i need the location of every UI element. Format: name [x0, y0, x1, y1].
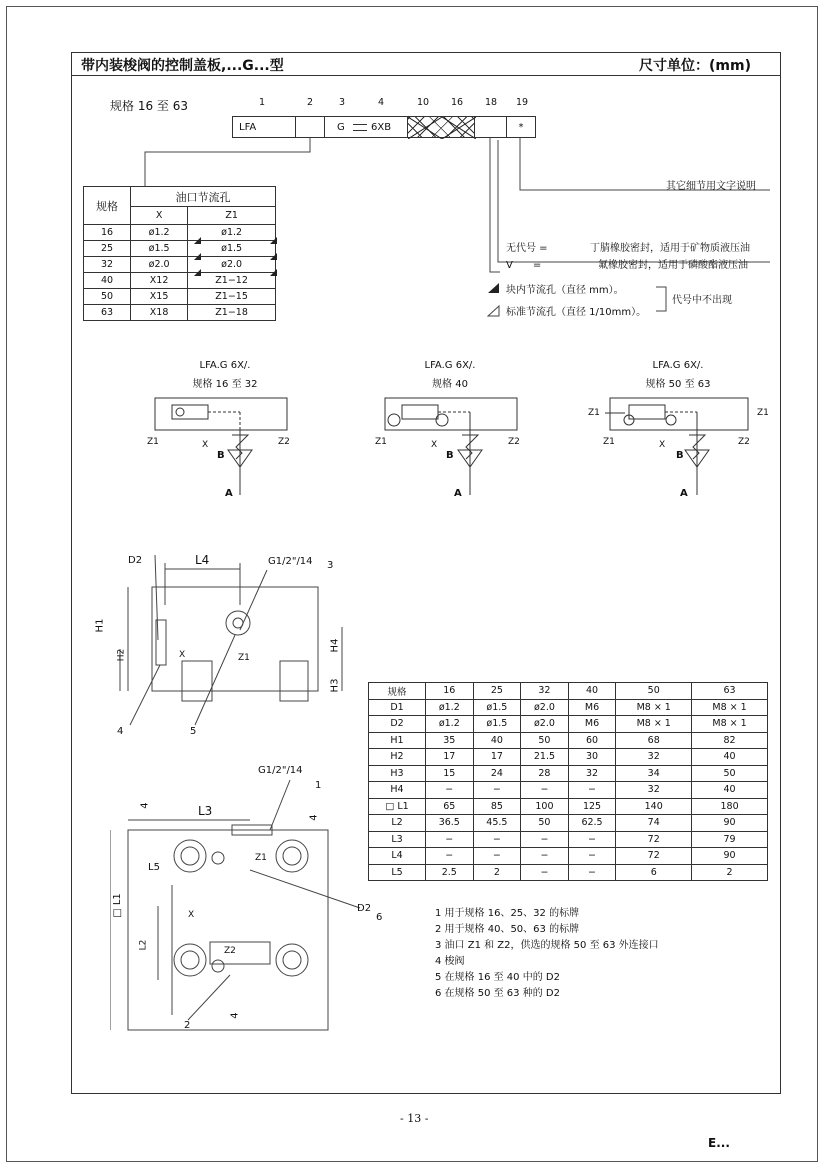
spec-cell: 15 — [426, 765, 474, 782]
code-cell-series: LFA — [232, 116, 296, 138]
spec-cell: 125 — [568, 798, 616, 815]
spec-cell: 17 — [473, 749, 521, 766]
seal-none-code: 无代号 = — [506, 243, 548, 254]
dim-l2: L2 — [138, 939, 149, 951]
orifice-cell: 16 — [84, 225, 131, 241]
spec-cell: H2 — [369, 749, 426, 766]
spec-cell: H4 — [369, 782, 426, 799]
spec-cell: M6 — [568, 716, 616, 733]
legend-not-in-code: 代号中不出现 — [672, 295, 732, 306]
pos-number: 18 — [485, 97, 498, 108]
spec-cell: 90 — [692, 815, 768, 832]
spec-cell: 28 — [521, 765, 569, 782]
note-1: 1 用于规格 16、25、32 的标牌 — [435, 908, 580, 919]
dim-4-top: 4 — [139, 802, 151, 809]
spec-cell: 6 — [616, 864, 692, 881]
spec-head: 25 — [473, 683, 521, 700]
orifice-cell: Z1−18 — [188, 305, 276, 321]
spec-cell: 50 — [692, 765, 768, 782]
spec-cell: − — [426, 848, 474, 865]
callout-5: 5 — [190, 726, 197, 737]
schem2-x: X — [431, 440, 438, 450]
orifice-cell: 32 — [84, 257, 131, 273]
spec-cell: − — [568, 848, 616, 865]
schem1-b: B — [217, 450, 225, 461]
dim-d2-top: D2 — [357, 903, 372, 914]
spec-cell: ø2.0 — [521, 699, 569, 716]
orifice-marker-icons — [190, 228, 280, 278]
spec-cell: − — [521, 782, 569, 799]
spec-cell: L4 — [369, 848, 426, 865]
block-orifice-icon — [487, 282, 501, 294]
note-5: 5 在规格 16 至 40 中的 D2 — [435, 972, 560, 983]
orifice-head-group: 油口节流孔 — [131, 187, 276, 207]
callout-2: 2 — [184, 1020, 191, 1031]
spec-cell: 2 — [473, 864, 521, 881]
orifice-cell: 63 — [84, 305, 131, 321]
dim-h1: H1 — [94, 618, 106, 633]
spec-cell: H1 — [369, 732, 426, 749]
spec-cell: 40 — [473, 732, 521, 749]
orifice-cell: X12 — [131, 273, 188, 289]
seal-none-desc: 丁腈橡胶密封，适用于矿物质液压油 — [590, 243, 750, 254]
orifice-cell: Z1−12 — [188, 273, 276, 289]
side-view-drawing — [90, 545, 370, 745]
schematic-title-2: LFA.G 6X/. — [424, 360, 476, 371]
spec-cell: 32 — [568, 765, 616, 782]
spec-cell: 21.5 — [521, 749, 569, 766]
callout-3: 3 — [327, 560, 334, 571]
spec-cell: − — [426, 782, 474, 799]
spec-cell: 32 — [616, 749, 692, 766]
schem3-z2: Z2 — [738, 437, 750, 447]
schem1-x: X — [202, 440, 209, 450]
spec-cell: 34 — [616, 765, 692, 782]
spec-cell: 60 — [568, 732, 616, 749]
spec-cell: L2 — [369, 815, 426, 832]
dim-4-right: 4 — [308, 814, 320, 821]
orifice-cell: X18 — [131, 305, 188, 321]
code-cell-other: * — [506, 116, 536, 138]
spec-cell: 50 — [521, 732, 569, 749]
schem3-z1-ext-right: Z1 — [757, 408, 769, 418]
spec-cell: 140 — [616, 798, 692, 815]
spec-cell: ø1.2 — [426, 716, 474, 733]
callout-6: 6 — [376, 912, 383, 923]
spec-cell: ø2.0 — [521, 716, 569, 733]
schem3-a: A — [680, 488, 688, 499]
spec-head: 40 — [568, 683, 616, 700]
callout-4-side: 4 — [117, 726, 124, 737]
spec-cell: 82 — [692, 732, 768, 749]
orifice-cell: ø1.2 — [131, 225, 188, 241]
orifice-cell: 25 — [84, 241, 131, 257]
spec-cell: 65 — [426, 798, 474, 815]
orifice-cell: ø2.0 — [131, 257, 188, 273]
spec-cell: 24 — [473, 765, 521, 782]
spec-head: 50 — [616, 683, 692, 700]
legend-block-orifice: 块内节流孔（直径 mm）。 — [506, 285, 624, 296]
schem3-z1-ext: Z1 — [588, 408, 600, 418]
spec-cell: 17 — [426, 749, 474, 766]
dim-l1: □ L1 — [111, 893, 123, 918]
spec-cell: H3 — [369, 765, 426, 782]
spec-cell: 79 — [692, 831, 768, 848]
pos-number: 19 — [516, 97, 529, 108]
spec-cell: □ L1 — [369, 798, 426, 815]
spec-cell: 62.5 — [568, 815, 616, 832]
seal-v-desc: 氟橡胶密封，适用于磷酸酯液压油 — [598, 260, 748, 271]
spec-cell: 2.5 — [426, 864, 474, 881]
schematic-title-1: LFA.G 6X/. — [199, 360, 251, 371]
dimension-table — [368, 682, 768, 881]
spec-cell: 32 — [616, 782, 692, 799]
spec-cell: − — [568, 782, 616, 799]
spec-cell: 85 — [473, 798, 521, 815]
schematic-title-3: LFA.G 6X/. — [652, 360, 704, 371]
pos-number: 4 — [378, 97, 385, 108]
pos-number: 10 — [417, 97, 430, 108]
schem2-a: A — [454, 488, 462, 499]
schem3-b: B — [676, 450, 684, 461]
orifice-cell: Z1−15 — [188, 289, 276, 305]
pos-number: 16 — [451, 97, 464, 108]
dim-h2: H2 — [116, 648, 127, 662]
dim-h3: H3 — [329, 678, 341, 693]
spec-cell: 90 — [692, 848, 768, 865]
spec-cell: D1 — [369, 699, 426, 716]
std-orifice-icon — [487, 305, 501, 317]
orifice-cell: ø1.5 — [131, 241, 188, 257]
dim-l3: L3 — [198, 804, 213, 818]
spec-cell: L3 — [369, 831, 426, 848]
spec-cell: − — [568, 864, 616, 881]
schematic-sub-1: 规格 16 至 32 — [192, 379, 258, 390]
port-z1-side: Z1 — [238, 653, 250, 663]
spec-cell: ø1.5 — [473, 699, 521, 716]
spec-cell: 72 — [616, 831, 692, 848]
spec-cell: 40 — [692, 782, 768, 799]
spec-cell: 35 — [426, 732, 474, 749]
schem2-b: B — [446, 450, 454, 461]
spec-cell: D2 — [369, 716, 426, 733]
note-4: 4 梭阀 — [435, 956, 465, 967]
pos-number: 3 — [339, 97, 346, 108]
orifice-head-z1: Z1 — [188, 207, 276, 225]
spec-cell: 180 — [692, 798, 768, 815]
orifice-cell: X15 — [131, 289, 188, 305]
schem1-z2: Z2 — [278, 437, 290, 447]
port-x-top: X — [188, 910, 195, 920]
orifice-head-x: X — [131, 207, 188, 225]
page-title: 带内装梭阀的控制盖板,...G...型 — [81, 58, 284, 74]
schem3-z1: Z1 — [603, 437, 615, 447]
spec-head: 16 — [426, 683, 474, 700]
pos-number: 1 — [259, 97, 266, 108]
dim-l5: L5 — [148, 862, 160, 873]
dim-h4: H4 — [329, 638, 341, 653]
spec-cell: 74 — [616, 815, 692, 832]
spec-cell: 72 — [616, 848, 692, 865]
schem1-a: A — [225, 488, 233, 499]
spec-head: 63 — [692, 683, 768, 700]
spec-cell: 2 — [692, 864, 768, 881]
spec-cell: ø1.2 — [426, 699, 474, 716]
spec-cell: M8 × 1 — [616, 699, 692, 716]
spec-cell: ø1.5 — [473, 716, 521, 733]
note-2: 2 用于规格 40、50、63 的标牌 — [435, 924, 580, 935]
spec-cell: L5 — [369, 864, 426, 881]
port-x-side: X — [179, 650, 186, 660]
spec-cell: − — [473, 831, 521, 848]
schem1-z1: Z1 — [147, 437, 159, 447]
callout-1: 1 — [315, 780, 322, 791]
page-number: - 13 - — [400, 1112, 429, 1125]
thread-g-top: G1/2"/14 — [258, 765, 303, 776]
footer-mark: E... — [708, 1136, 730, 1150]
spec-head: 32 — [521, 683, 569, 700]
spec-cell: 100 — [521, 798, 569, 815]
spec-cell: M8 × 1 — [616, 716, 692, 733]
note-3: 3 油口 Z1 和 Z2，供选的规格 50 至 63 外连接口 — [435, 940, 659, 951]
code-cell-type: G 6XB — [324, 116, 408, 138]
orifice-cell: ø1.2 — [188, 225, 276, 241]
spec-cell: − — [521, 864, 569, 881]
thread-g-side: G1/2"/14 — [268, 556, 313, 567]
spec-cell: − — [473, 782, 521, 799]
spec-cell: 50 — [521, 815, 569, 832]
schem2-z2: Z2 — [508, 437, 520, 447]
seal-v-code: V = — [506, 260, 542, 271]
spec-head: 规格 — [369, 683, 426, 700]
spec-cell: − — [521, 848, 569, 865]
dim-4-bottom: 4 — [229, 1012, 241, 1019]
legend-std-orifice: 标准节流孔（直径 1/10mm）。 — [506, 307, 647, 318]
size-range-label: 规格 16 至 63 — [110, 99, 188, 113]
orifice-cell: ø1.5 — [188, 241, 276, 257]
spec-cell: − — [473, 848, 521, 865]
spec-cell: 45.5 — [473, 815, 521, 832]
orifice-cell: ø2.0 — [188, 257, 276, 273]
spec-cell: − — [426, 831, 474, 848]
spec-cell: 36.5 — [426, 815, 474, 832]
orifice-head-size: 规格 — [84, 187, 131, 225]
spec-cell: − — [568, 831, 616, 848]
spec-cell: 40 — [692, 749, 768, 766]
schematic-sub-2: 规格 40 — [432, 379, 468, 390]
port-z1-top: Z1 — [255, 853, 267, 863]
spec-cell: 30 — [568, 749, 616, 766]
schem3-x: X — [659, 440, 666, 450]
orifice-cell: 40 — [84, 273, 131, 289]
dim-d2-side: D2 — [128, 555, 143, 566]
other-details-note: 其它细节用文字说明 — [666, 181, 756, 192]
pos-number: 2 — [307, 97, 314, 108]
unit-label: 尺寸单位：(mm) — [639, 58, 751, 74]
orifice-cell: 50 — [84, 289, 131, 305]
schematic-sub-3: 规格 50 至 63 — [645, 379, 711, 390]
dim-l4: L4 — [195, 553, 210, 567]
spec-cell: 68 — [616, 732, 692, 749]
schem2-z1: Z1 — [375, 437, 387, 447]
spec-cell: M8 × 1 — [692, 699, 768, 716]
spec-cell: M8 × 1 — [692, 716, 768, 733]
spec-cell: − — [521, 831, 569, 848]
spec-cell: M6 — [568, 699, 616, 716]
port-z2-top: Z2 — [224, 946, 236, 956]
note-6: 6 在规格 50 至 63 种的 D2 — [435, 988, 560, 999]
